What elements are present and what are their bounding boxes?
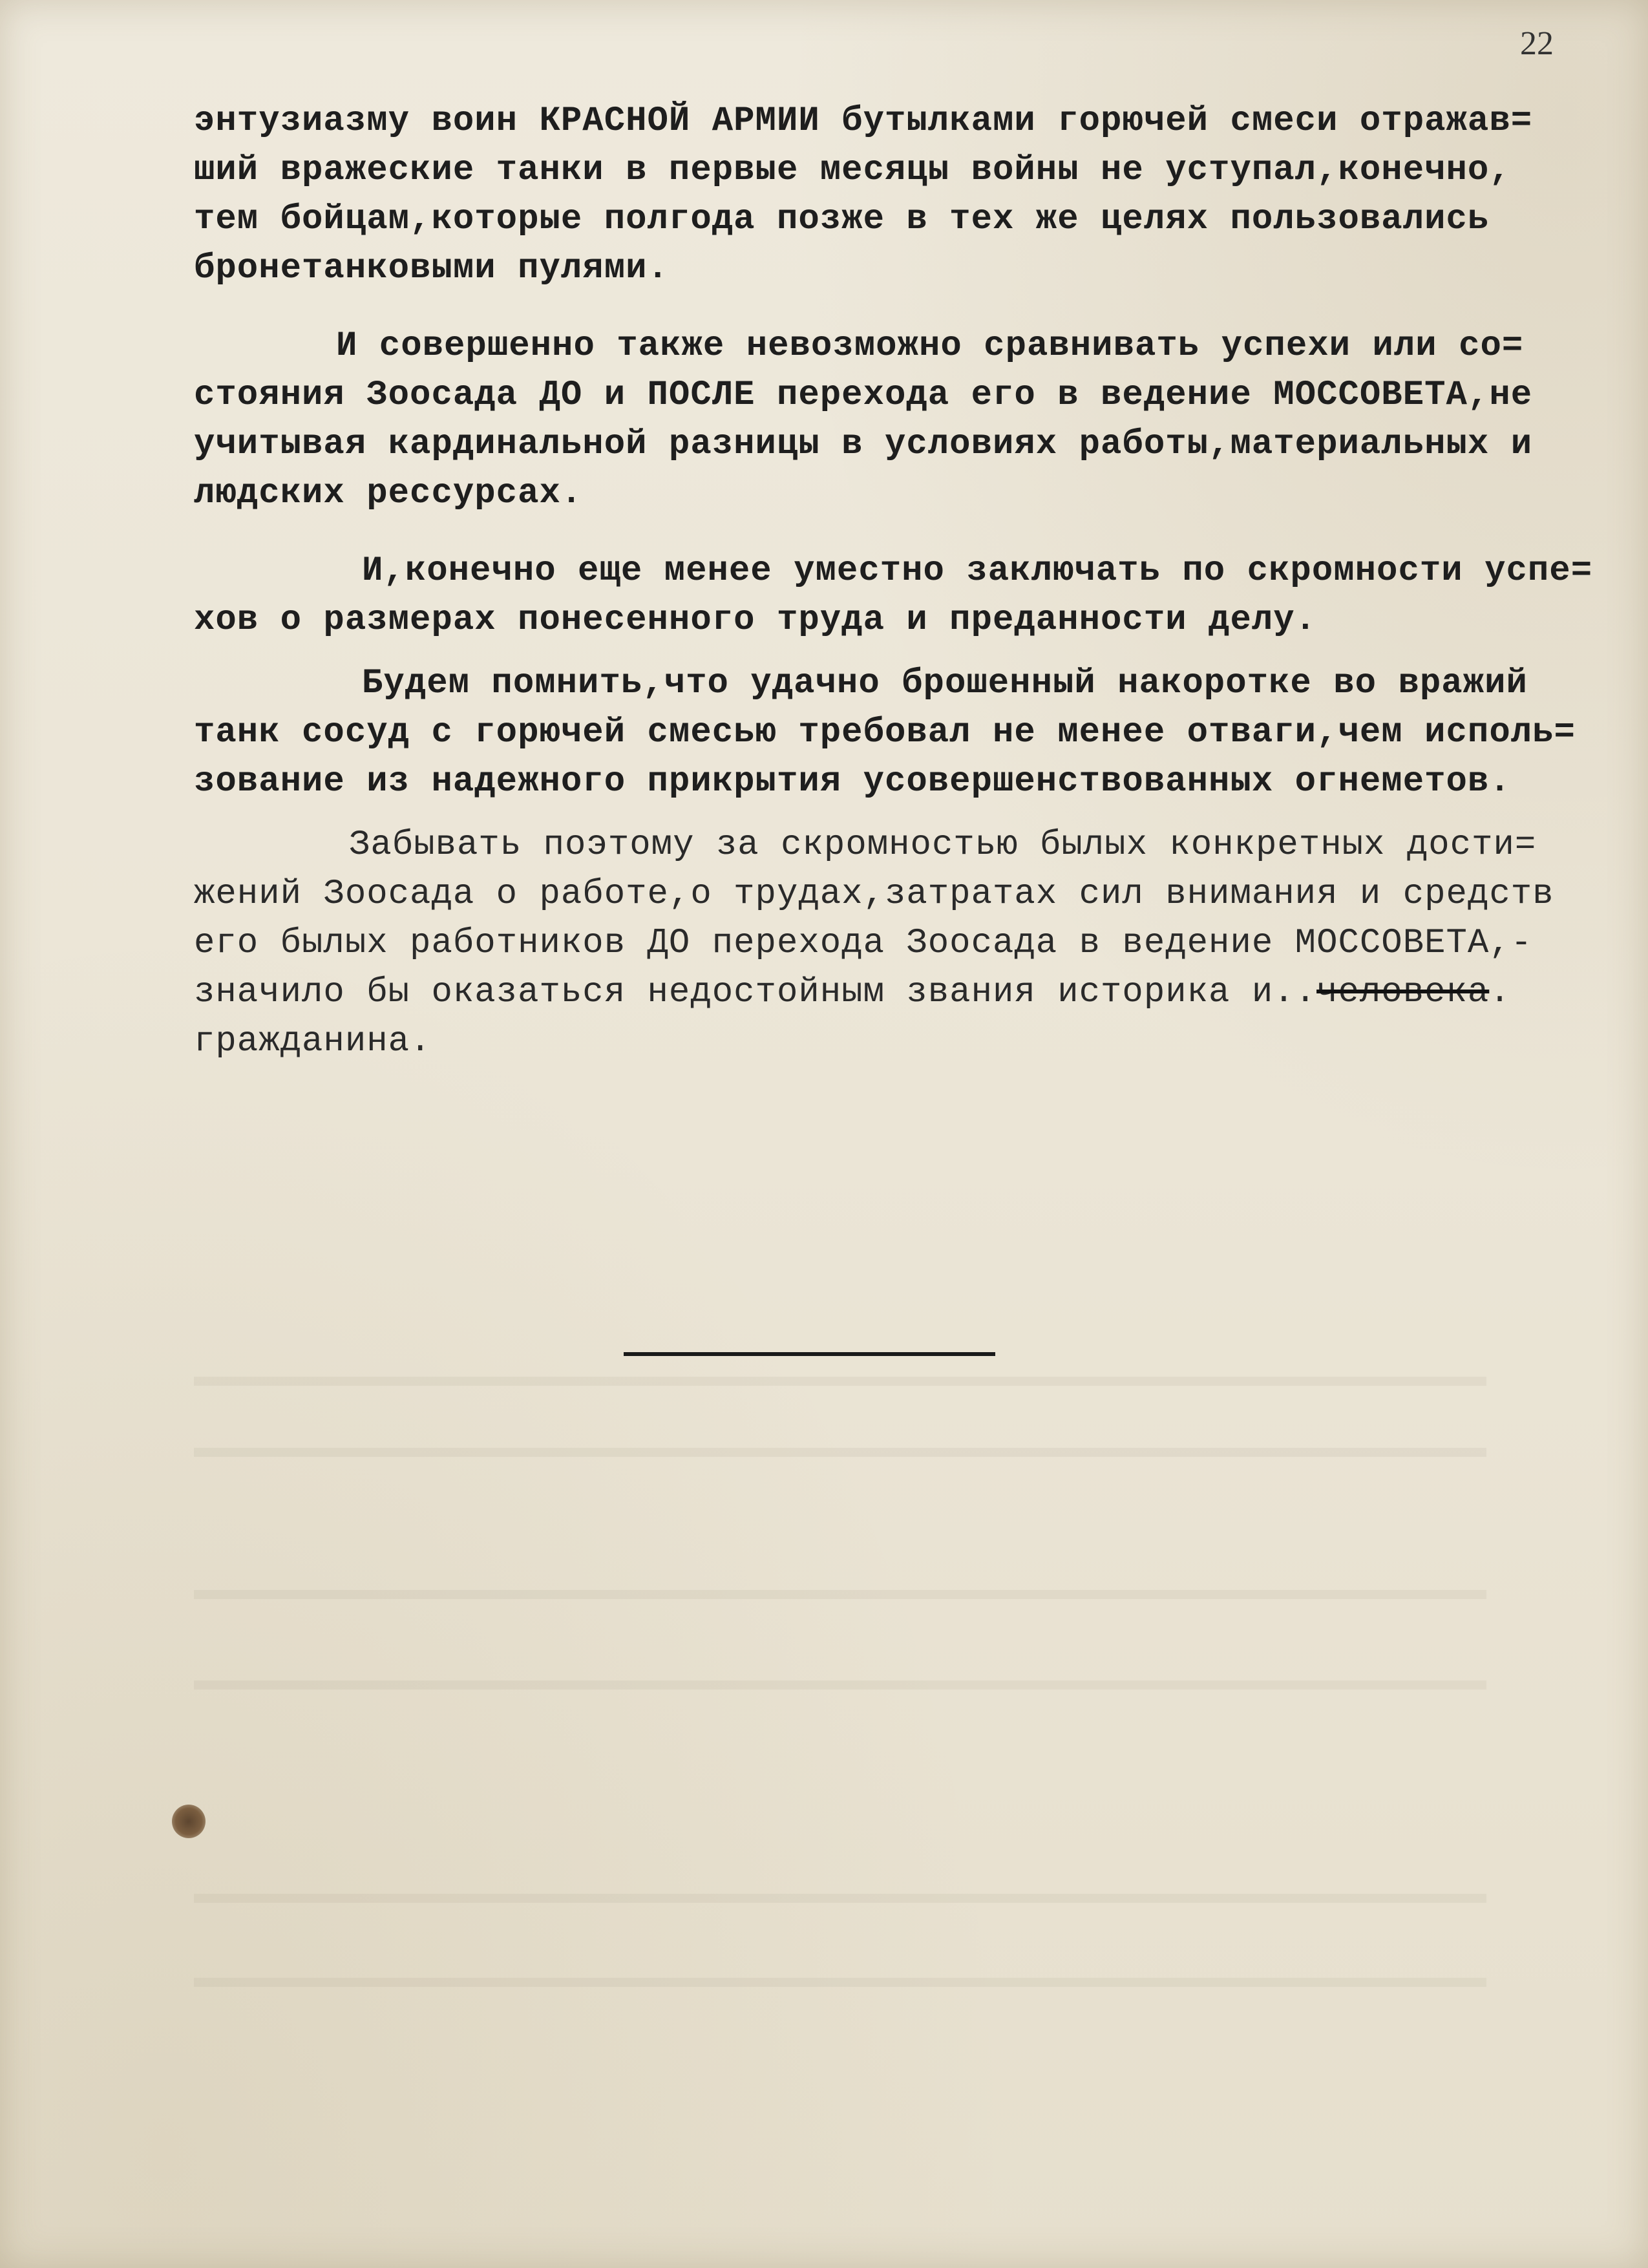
page-number: 22 — [1520, 25, 1554, 62]
text-line: гражданина. — [194, 1022, 432, 1061]
text-line: зование из надежного прикрытия усовершенствованных огнеметов. — [194, 762, 1511, 801]
ink-stain — [172, 1805, 206, 1838]
text-line: И совершенно также невозможно сравнивать успехи или со= — [336, 326, 1524, 366]
paragraph-1 — [194, 97, 1577, 293]
text-fragment: . — [1489, 973, 1511, 1012]
text-fragment: значило бы оказаться недостойным звания историка и.. — [194, 973, 1317, 1012]
paragraph-spacing — [194, 645, 1577, 659]
text-line: тем бойцам,которые полгода позже в тех же целях пользовались — [194, 200, 1490, 239]
bleed-through-line — [194, 1680, 1486, 1690]
bleed-through-line — [194, 1590, 1486, 1599]
text-line: стояния Зоосада ДО и ПОСЛЕ перехода его в ведение МОССОВЕТА,не — [194, 376, 1533, 415]
typewritten-text — [194, 97, 1593, 1066]
bleed-through-line — [194, 1978, 1486, 1987]
text-line: Забывать поэтому за скромностью былых конкретных дости= — [349, 825, 1537, 865]
paragraph-4 — [194, 659, 1577, 807]
text-line: людских рессурсах. — [194, 474, 583, 513]
bleed-through-line — [194, 1377, 1486, 1386]
text-line: бронетанковыми пулями. — [194, 249, 669, 288]
paragraph-spacing — [194, 807, 1577, 821]
text-line: жений Зоосада о работе,о трудах,затратах сил внимания и средств — [194, 874, 1554, 914]
paragraph-spacing — [194, 293, 1577, 322]
text-line: Будем помнить,что удачно брошенный накоротке во вражий — [362, 664, 1528, 703]
text-line: ший вражеские танки в первые месяцы войны не уступал,конечно, — [194, 151, 1511, 190]
text-line: учитывая кардинальной разницы в условиях работы,материальных и — [194, 425, 1533, 464]
paragraph-3 — [194, 547, 1593, 645]
text-line: танк сосуд с горючей смесью требовал не менее отваги,чем исполь= — [194, 713, 1576, 752]
paragraph-5 — [194, 821, 1577, 1066]
text-line-with-strikeout — [194, 968, 1577, 1017]
text-line: его былых работников ДО перехода Зоосада в ведение МОССОВЕТА,- — [194, 924, 1533, 963]
bleed-through-line — [194, 1894, 1486, 1903]
closing-rule — [624, 1352, 995, 1356]
struck-out-word: человека — [1316, 973, 1490, 1012]
paragraph-spacing — [194, 518, 1577, 547]
text-line: хов о размерах понесенного труда и преданности делу. — [194, 600, 1317, 640]
text-line: энтузиазму воин КРАСНОЙ АРМИИ бутылками горючей смеси отражав= — [194, 101, 1533, 141]
text-line: И,конечно еще менее уместно заключать по скромности успе= — [362, 551, 1593, 591]
bleed-through-line — [194, 1448, 1486, 1457]
paragraph-2 — [194, 322, 1577, 518]
